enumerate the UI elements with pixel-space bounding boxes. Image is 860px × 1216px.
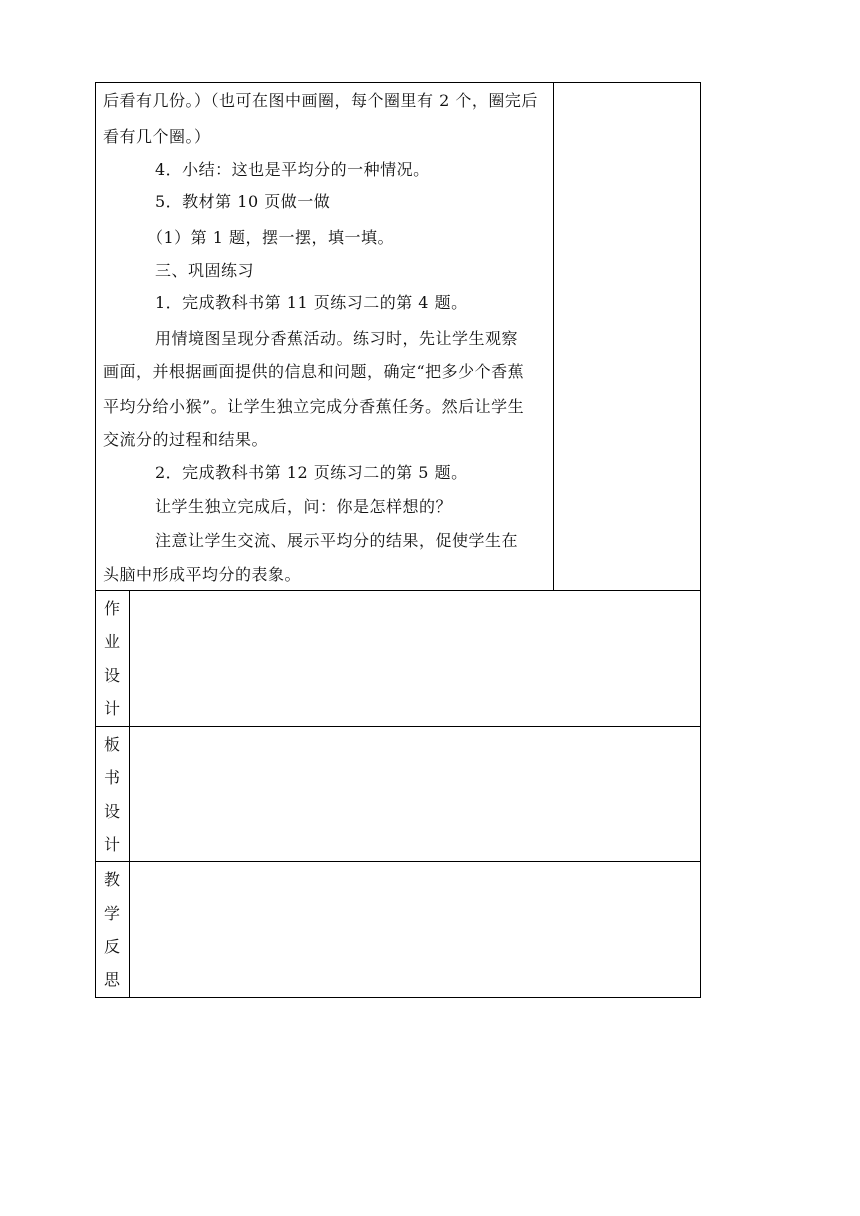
row-divider-2 — [95, 726, 701, 727]
lesson-text-line-4: 5．教材第 10 页做一做 — [155, 192, 331, 211]
notes-cell — [554, 83, 700, 589]
row-divider-1 — [95, 590, 701, 591]
section-label-char: 作 — [103, 599, 120, 618]
section-label-char: 思 — [103, 970, 120, 989]
lesson-text-line-9: 画面，并根据画面提供的信息和问题，确定“把多少个香蕉 — [103, 362, 525, 381]
lesson-text-line-13: 让学生独立完成后，问：你是怎样想的？ — [155, 497, 453, 516]
lesson-text-line-12: 2．完成教科书第 12 页练习二的第 5 题。 — [155, 463, 468, 482]
section-label-char: 教 — [103, 870, 120, 889]
row-divider-3 — [95, 861, 701, 862]
section-label-char: 学 — [103, 904, 120, 923]
label-column-divider — [129, 590, 130, 998]
lesson-text-line-15: 头脑中形成平均分的表象。 — [103, 565, 302, 584]
section-label-char: 书 — [103, 768, 120, 787]
lesson-text-line-6: 三、巩固练习 — [155, 261, 255, 280]
lesson-text-line-14: 注意让学生交流、展示平均分的结果，促使学生在 — [155, 531, 519, 550]
lesson-text-line-1: 后看有几份。）（也可在图中画圈，每个圈里有 2 个，圈完后 — [103, 91, 538, 110]
lesson-text-line-11: 交流分的过程和结果。 — [103, 430, 269, 449]
lesson-text-line-8: 用情境图呈现分香蕉活动。练习时，先让学生观察 — [155, 329, 519, 348]
lesson-text-line-2: 看有几个圈。） — [103, 127, 211, 146]
lesson-text-line-7: 1．完成教科书第 11 页练习二的第 4 题。 — [155, 293, 468, 312]
section-label-char: 设 — [103, 666, 120, 685]
section-label-char: 板 — [103, 735, 120, 754]
lesson-text-line-5: （1）第 1 题，摆一摆，填一填。 — [147, 228, 395, 247]
section-label-char: 设 — [103, 802, 120, 821]
section-label-char: 业 — [103, 632, 120, 651]
lesson-text-line-3: 4．小结：这也是平均分的一种情况。 — [155, 160, 430, 179]
lesson-text-line-10: 平均分给小猴”。让学生独立完成分香蕉任务。然后让学生 — [103, 397, 525, 416]
section-label-char: 计 — [103, 699, 120, 718]
section-label-char: 计 — [103, 835, 120, 854]
section-label-char: 反 — [103, 937, 120, 956]
